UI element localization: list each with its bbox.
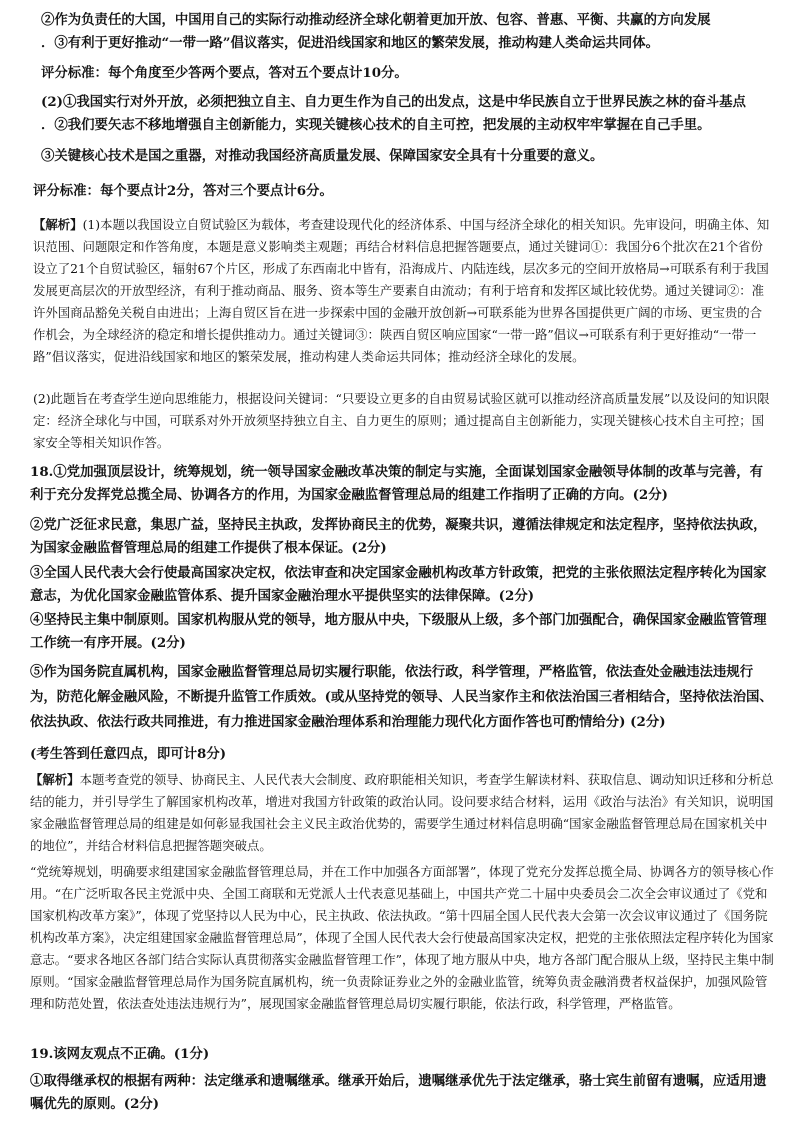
q17-analysis-para-2: (2)此题旨在考查学生逆向思维能力，根据设问关键词：“只要设立更多的自由贸易试验区就可以推动经济高质量发展”以及设问的知识限定：经济全球化与中国，可联系对外开放须坚持独立自主、自力更生的原则；通过提高自主创新能力，实现关键核心技术自主可控；国家安全等相关知识作答。 — [33, 391, 770, 450]
q18-analysis-para-2: “党统筹规划，明确要求组建国家金融监督管理总局，并在工作中加强各方面部署”，体现了党充分发挥总揽全局、协调各方的领导核心作用。“在广泛听取各民主党派中央、全国工商联和无党派人士代表意见基础上，中国共产党二十届中央委员会二次全会审议通过了《党和国家机构改革方案》”，体现了党坚持以人民为中心，民主执政、依法执政。“第十四届全国人民代表大会第一次会议审议通过了《国务院机构改革方案》，决定组建国家金融监督管理总局”，体现了全国人民代表大会行使最高国家决定权，把党的主张依照法定程序转化为国家意志。“要求各地区各部门结合实际认真贯彻落实金融监督管理工作”，体现了地方服从中央，地方各部门配合服从上级，坚持民主集中制原则。“国家金融监督管理总局作为国务院直属机构，统一负责除证券业之外的金融业监管，统筹负责金融消费者权益保护，加强风险管理和防范处置，依法查处违法违规行为”，展现国家金融监督管理总局切实履行职能，依法行政，科学管理，严格监管。 — [30, 864, 774, 1011]
q19-title: 19.该网友观点不正确。(1分) — [30, 1046, 210, 1062]
q18-point-4: ④坚持民主集中制原则。国家机构服从党的领导，地方服从中央，下级服从上级，多个部门加强配合，确保国家金融监管管理工作统一有序开展。(2分) — [30, 612, 767, 651]
q17-part2-point-3: ③关键核心技术是国之重器，对推动我国经济高质量发展、保障国家安全具有十分重要的意义。 — [41, 148, 604, 164]
q18-analysis-para-1 — [30, 769, 775, 857]
q17-point-2: ②作为负责任的大国，中国用自己的实际行动推动经济全球化朝着更加开放、包容、普惠、平衡、共赢的方向发展 — [41, 12, 711, 28]
q18-criteria: (考生答到任意四点，即可计8分) — [30, 746, 227, 762]
analysis-text: (1)本题以我国设立自贸试验区为载体，考查建设现代化的经济体系、中国与经济全球化的相关知识。先审设问，明确主体、知识范围、问题限定和作答角度，本题是意义影响类主观题；再结合材料信息把握答题要点，通过关键词①：我国分6个批次在21个省份设立了21个自贸试验区，辐射67个片区，形成了东西南北中皆有，沿海成片、内陆连线，层次多元的空间开放格局→可联系有利于我国发展更高层次的开放型经济，有利于推动商品、服务、资本等生产要素自由流动；有利于培育和发挥区域比较优势。通过关键词②：准许外国商品豁免关税自由进出；上海自贸区旨在进一步探索中国的金融开放创新→可联系能为世界各国提供更广阔的市场、更宝贵的合作机会，为全球经济的稳定和增长提供推动力。通过关键词③：陕西自贸区响应国家“一带一路”倡议→可联系有利于更好推动“一带一路”倡议落实，促进沿线国家和地区的繁荣发展，推动构建人类命运共同体；推动经济全球化的发展。 — [33, 217, 770, 364]
q19-point-1: ①取得继承权的根据有两种：法定继承和遗嘱继承。继承开始后，遗嘱继承优先于法定继承，骆士宾生前留有遗嘱，应适用遗嘱优先的原则。(2分) — [30, 1073, 767, 1112]
q17-analysis-para-1 — [33, 214, 773, 368]
analysis-label: 【解析】 — [33, 217, 83, 232]
analysis-label: 【解析】 — [30, 772, 80, 787]
q18-point-3: ③全国人民代表大会行使最高国家决定权，依法审查和决定国家金融机构改革方针政策，把党的主张依照法定程序转化为国家意志，为优化国家金融监管体系、提升国家金融治理水平提供坚实的法律保障。(2分) — [30, 565, 767, 604]
q18-point-5: ⑤作为国务院直属机构，国家金融监督管理总局切实履行职能，依法行政，科学管理，严格监管，依法查处金融违法违规行为，防范化解金融风险，不断提升监管工作质效。(或从坚持党的领导、人民当家作主和依法治国三者相结合，坚持依法治国、依法执政、依法行政共同推进，有力推进国家金融治理体系和治理能力现代化方面作答也可酌情给分) (2分) — [30, 664, 773, 730]
q18-point-1: 18.①党加强顶层设计，统筹规划，统一领导国家金融改革决策的制定与实施，全面谋划国家金融领导体制的改革与完善，有利于充分发挥党总揽全局、协调各方的作用，为国家金融监督管理总局的组建工作指明了正确的方向。(2分) — [30, 464, 763, 503]
q17-criteria-2: 评分标准：每个要点计2分，答对三个要点计6分。 — [33, 183, 333, 199]
q18-point-2: ②党广泛征求民意，集思广益，坚持民主执政，发挥协商民主的优势，凝聚共识，遵循法律规定和法定程序，坚持依法执政，为国家金融监督管理总局的组建工作提供了根本保证。(2分) — [30, 517, 767, 556]
q17-criteria-1: 评分标准：每个角度至少答两个要点，答对五个要点计10分。 — [41, 65, 408, 81]
q17-part2-point-2: ．②我们要矢志不移地增强自主创新能力，实现关键核心技术的自主可控，把发展的主动权牢牢掌握在自己手里。 — [41, 117, 711, 133]
analysis-text: 本题考查党的领导、协商民主、人民代表大会制度、政府职能相关知识，考查学生解读材料、获取信息、调动知识迁移和分析总结的能力，并引导学生了解国家机构改革，增进对我国方针政策的政治认同。设问要求结合材料，运用《政治与法治》有关知识，说明国家金融监督管理总局的组建是如何彰显我国社会主义民主政治优势的，需要学生通过材料信息明确“国家金融监督管理总局在国家机关中的地位”，并结合材料信息把握答题突破点。 — [30, 772, 774, 853]
q17-point-3: ．③有利于更好推动“一带一路”倡议落实，促进沿线国家和地区的繁荣发展，推动构建人类命运共同体。 — [41, 35, 659, 51]
q17-part2-point-1: (2)①我国实行对外开放，必须把独立自主、自力更生作为自己的出发点，这是中华民族自立于世界民族之林的奋斗基点 — [41, 94, 746, 110]
